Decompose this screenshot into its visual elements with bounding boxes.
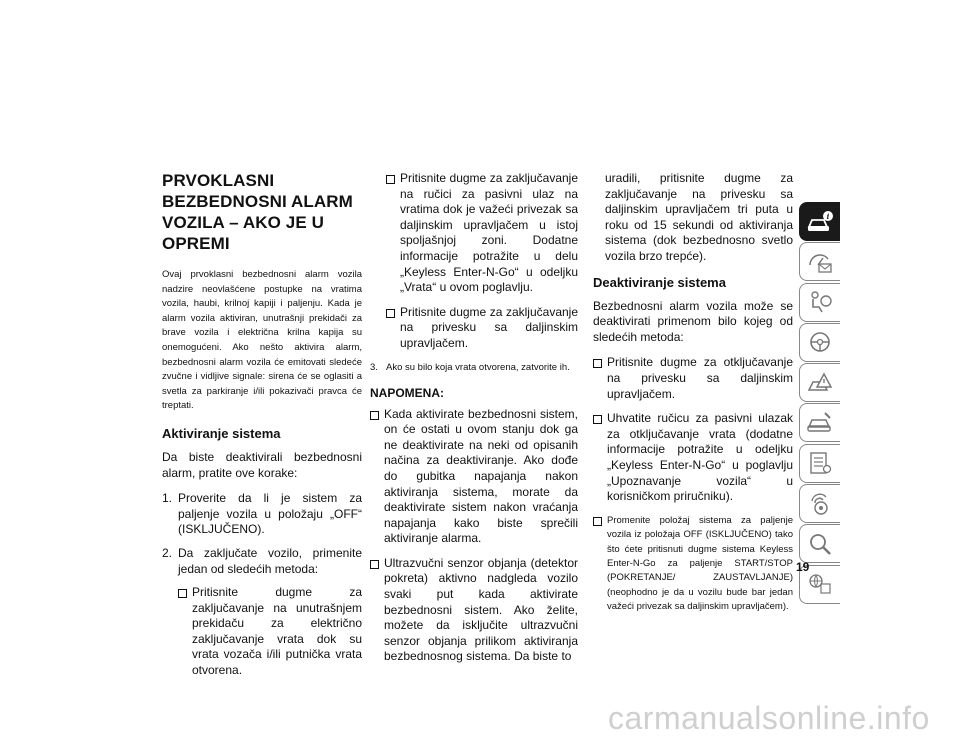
- bullet-box-icon: [386, 175, 395, 184]
- list-item: [593, 514, 793, 615]
- bullet-text: Pritisnite dugme za zaključavanje na unutrašnjem prekidaču za električno zaključavanje vrata dok su vrata vozača i/ili putnička vrata otvorena.: [192, 585, 362, 678]
- bullet-box-icon: [593, 359, 602, 368]
- steering-wheel-icon: [806, 329, 834, 355]
- list-item: [593, 411, 793, 505]
- bullet-text: Uhvatite ručicu za pasivni ulazak za otključavanje vrata (dodatne informacije potražite u odeljku „Keyless Enter-N-Go“ u poglavlju „Upoznavanje vozila“ u korisničkom priručniku).: [607, 411, 793, 504]
- list-item: [386, 171, 578, 296]
- tab-safety[interactable]: [799, 283, 840, 322]
- step-text: Ako su bilo koja vrata otvorena, zatvorite ih.: [386, 361, 570, 373]
- column-right: [593, 171, 793, 624]
- multimedia-icon: [806, 491, 834, 517]
- chapter-tabs: [799, 202, 841, 605]
- bullet-box-icon: [370, 411, 379, 420]
- section-title: PRVOKLASNI BEZBEDNOSNI ALARM VOZILA – AKO JE U OPREMI: [162, 171, 353, 253]
- tab-service[interactable]: [799, 403, 840, 442]
- airbag-safety-icon: [806, 289, 834, 315]
- list-item: [370, 556, 578, 665]
- tab-maintenance[interactable]: [799, 444, 840, 483]
- dashboard-message-icon: [806, 249, 834, 275]
- bullet-text: Ultrazvučni senzor objanja (detektor pokreta) aktivno nadgleda vozilo svaki put kada aktivirate bezbednosni sistem. Ako želite, možete da isključite ultrazvučni senzor objanja prilikom aktiviranja bezbednosnog sistema. Da biste to: [384, 555, 578, 664]
- list-item: [593, 355, 793, 402]
- bullet-box-icon: [593, 415, 602, 424]
- bullet-box-icon: [386, 309, 395, 318]
- list-item: [178, 585, 362, 679]
- search-index-icon: [806, 531, 834, 557]
- step-number: 2.: [162, 545, 173, 560]
- tab-index[interactable]: [799, 524, 840, 563]
- activation-paragraph: Da biste deaktivirali bezbednosni alarm, pratite ove korake:: [162, 449, 362, 480]
- deactivation-paragraph: Bezbednosni alarm vozila može se deaktivirati primenom bilo kojeg od sledećih metoda:: [593, 298, 793, 344]
- tab-car-info[interactable]: [799, 202, 840, 241]
- tab-dashboard-messages[interactable]: [799, 242, 840, 281]
- bullet-text: Kada aktivirate bezbednosni sistem, on će ostati u ovom stanju dok ga ne deaktivirate na neki od opisanih načina za deaktiviranje. Ako dođe do gubitka napajanja nakon aktiviranja sistema, morate da deaktivirate sistem nakon vraćanja napajanja kako biste sprečili aktiviranje alarma.: [384, 406, 578, 546]
- watermark: carmanualsonline.info: [608, 700, 930, 736]
- step-1: [162, 491, 362, 538]
- note-title: NAPOMENA:: [370, 385, 444, 400]
- step-number: 3.: [370, 361, 378, 373]
- page-number: 19: [796, 560, 810, 574]
- continued-paragraph: uradili, pritisnite dugme za zaključavanje na privesku sa daljinskim upravljačem tri puta u roku od 15 sekundi od aktiviranja sistema (dok bezbednosno svetlo vozila brzo trepće).: [605, 171, 793, 263]
- bullet-box-icon: [178, 589, 187, 598]
- list-item: [386, 305, 578, 352]
- maintenance-list-icon: [806, 450, 834, 476]
- column-left: [162, 170, 362, 688]
- step-text: Da zaključate vozilo, primenite jedan od sledećih metoda:: [178, 545, 362, 576]
- step-3: [370, 361, 578, 374]
- list-item: [370, 407, 578, 547]
- bullet-text: Promenite položaj sistema za paljenje vozila iz položaja OFF (ISKLJUČENO) tako što ćete pritisnuti dugme sistema Keyless Enter-N-Go za paljenje START/STOP (POKRETANJE/ ZAUSTAVLJANJE) (neophodno je da u vozilu bude bar jedan važeći privezak sa daljinskim upravljačem).: [607, 514, 793, 613]
- subtitle-deactivation: Deaktiviranje sistema: [593, 274, 726, 290]
- bullet-text: Pritisnite dugme za zaključavanje na ručici za pasivni ulaz na vratima dok je važeći privezak sa daljinskim upravljačem u istoj spoljašnjoj zoni. Dodatne informacije potražite u delu „Keyless Enter-N-Go“ u odeljku „Vrata“ u ovom poglavlju.: [400, 171, 578, 295]
- bullet-text: Pritisnite dugme za otključavanje na privesku sa daljinskim upravljačem.: [607, 355, 793, 401]
- car-info-icon: [806, 209, 834, 235]
- bullet-box-icon: [593, 517, 602, 526]
- intro-paragraph: Ovaj prvoklasni bezbednosni alarm vozila nadzire neovlašćene postupke na vratima vozila, haubi, krilnoj kapiji i paljenju. Kada je alarm vozila aktiviran, unutrašnji prekidači za brave vozila i električna krilna kapija su onemogućeni. Ako nešto aktivira alarm, bezbednosni alarm vozila će emitovati sledeće zvučne i vidljive signale: sirena će se oglasiti a svetla za parkiranje i/ili pokazivači pravca će treptati.: [162, 269, 362, 412]
- bullet-box-icon: [370, 560, 379, 569]
- emergency-triangle-icon: [806, 370, 834, 396]
- step-number: 1.: [162, 491, 173, 506]
- language-icon: [806, 571, 834, 597]
- bullet-text: Pritisnite dugme za zaključavanje na privesku sa daljinskim upravljačem.: [400, 304, 578, 350]
- tab-emergency[interactable]: [799, 363, 840, 402]
- tab-driving[interactable]: [799, 323, 840, 362]
- step-text: Proverite da li je sistem za paljenje vozila u položaju „OFF“ (ISKLJUČENO).: [178, 491, 362, 537]
- column-middle: [370, 171, 578, 674]
- step-2: [162, 546, 362, 577]
- svg-text:i: i: [826, 211, 830, 221]
- subtitle-activation: Aktiviranje sistema: [162, 425, 281, 441]
- car-service-icon: [806, 410, 834, 436]
- tab-multimedia[interactable]: [799, 484, 840, 523]
